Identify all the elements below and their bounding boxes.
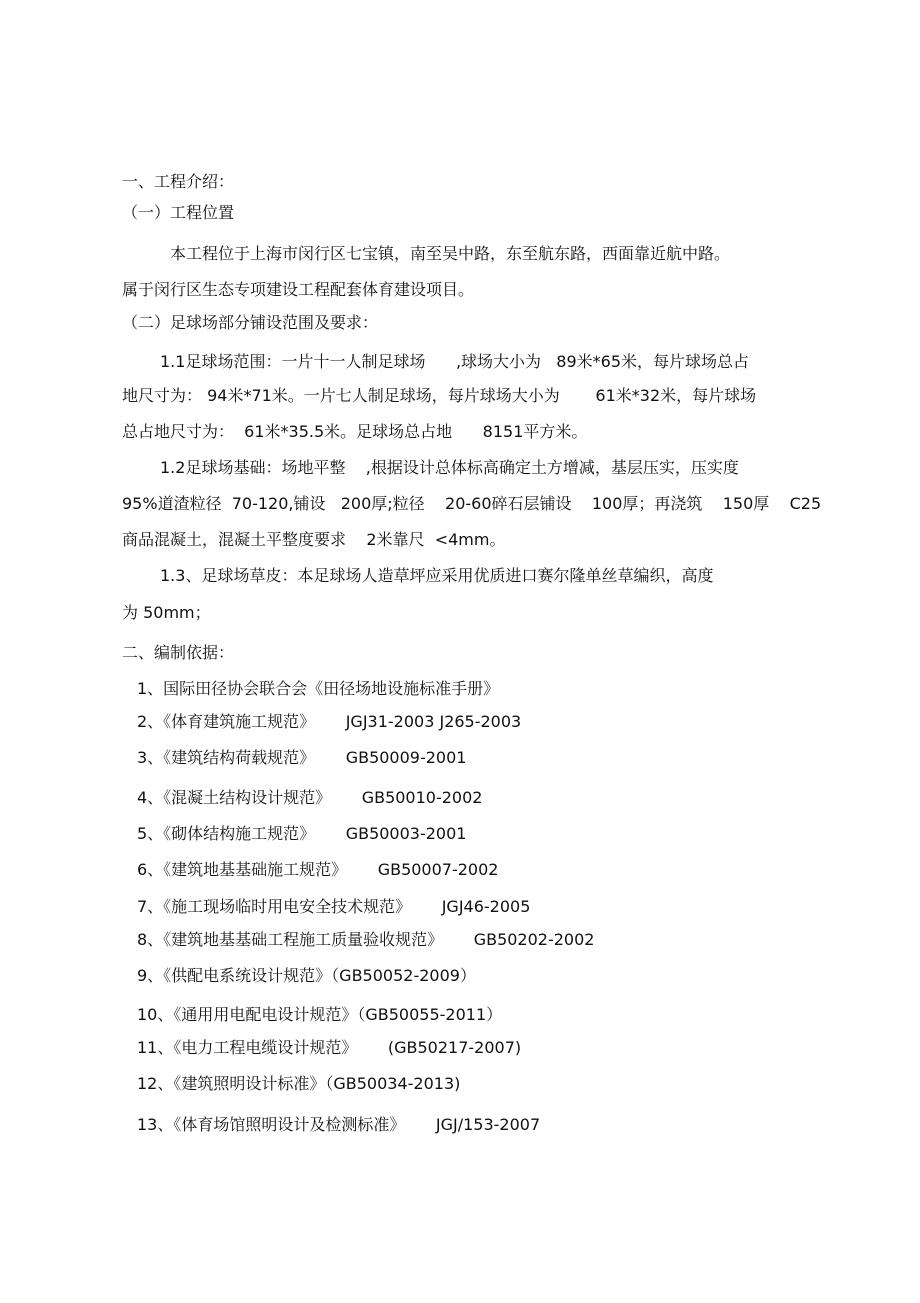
reference-item: 13、《体育场馆照明设计及检测标准》 JGJ/153-2007	[137, 1115, 541, 1134]
reference-item: 12、《建筑照明设计标准》（GB50034-2013)	[137, 1074, 461, 1093]
reference-item: 2、《体育建筑施工规范》 JGJ31-2003 J265-2003	[137, 712, 522, 731]
subheading-project-location: （一）工程位置	[122, 203, 235, 222]
reference-item: 6、《建筑地基基础施工规范》 GB50007-2002	[137, 860, 499, 879]
reference-item: 7、《施工现场临时用电安全技术规范》 JGJ46-2005	[137, 897, 531, 916]
item-1-3-line-1: 1.3、足球场草皮：本足球场人造草坪应采用优质进口赛尔隆单丝草编织，高度	[160, 566, 714, 585]
item-1-1-line-2: 地尺寸为： 94米*71米。一片七人制足球场，每片球场大小为 61米*32米，每片球场	[122, 386, 757, 405]
item-1-2-line-3: 商品混凝土，混凝土平整度要求 2米靠尺 <4mm。	[122, 530, 506, 549]
reference-item: 9、《供配电系统设计规范》（GB50052-2009）	[137, 966, 476, 985]
section-heading-project-intro: 一、工程介绍：	[122, 172, 235, 191]
reference-item: 10、《通用用电配电设计规范》（GB50055-2011）	[137, 1005, 503, 1024]
item-1-1-line-3: 总占地尺寸为： 61米*35.5米。足球场总占地 8151平方米。	[122, 422, 588, 441]
subheading-football-field-scope: （二）足球场部分铺设范围及要求：	[122, 313, 379, 332]
reference-item: 5、《砌体结构施工规范》 GB50003-2001	[137, 824, 467, 843]
item-1-3-line-2: 为 50mm；	[122, 603, 211, 622]
section-heading-basis: 二、编制依据：	[122, 643, 235, 662]
location-text-line-2: 属于闵行区生态专项建设工程配套体育建设项目。	[122, 280, 475, 299]
reference-item: 1、国际田径协会联合会《田径场地设施标准手册》	[137, 679, 500, 698]
item-1-1-line-1: 1.1足球场范围：一片十一人制足球场 ,球场大小为 89米*65米，每片球场总占	[160, 352, 750, 371]
reference-item: 4、《混凝土结构设计规范》 GB50010-2002	[137, 788, 483, 807]
reference-item: 3、《建筑结构荷载规范》 GB50009-2001	[137, 748, 467, 767]
item-1-2-line-2: 95%道渣粒径 70-120,铺设 200厚;粒径 20-60碎石层铺设 100厚；再浇筑 150厚 C25	[122, 494, 822, 513]
reference-item: 8、《建筑地基基础工程施工质量验收规范》 GB50202-2002	[137, 930, 595, 949]
item-1-2-line-1: 1.2足球场基础：场地平整 ,根据设计总体标高确定土方增减，基层压实，压实度	[160, 458, 739, 477]
reference-item: 11、《电力工程电缆设计规范》 (GB50217-2007)	[137, 1038, 522, 1057]
location-text-line-1: 本工程位于上海市闵行区七宝镇，南至吴中路，东至航东路，西面靠近航中路。	[170, 244, 731, 263]
